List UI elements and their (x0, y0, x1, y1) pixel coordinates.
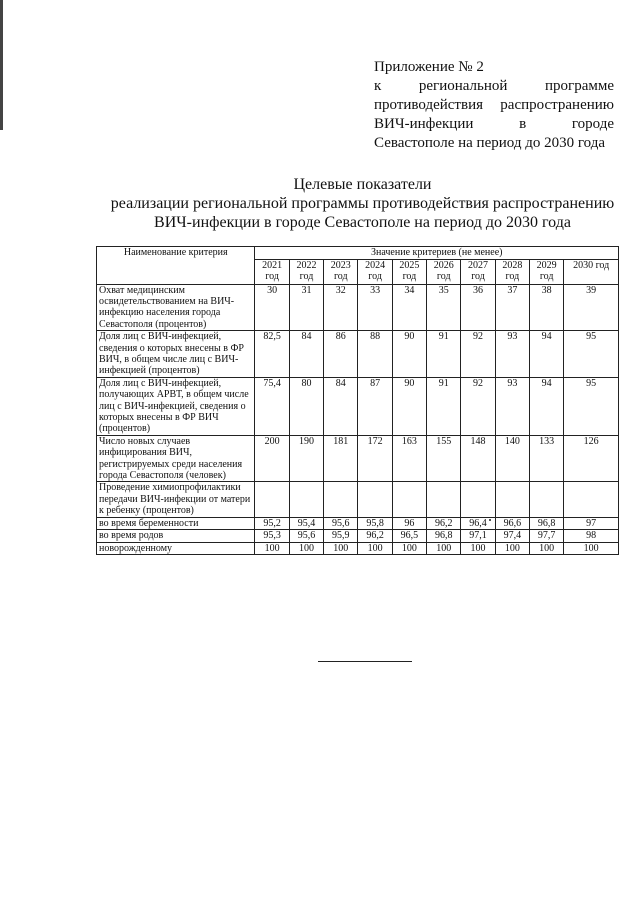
value-cell: 90 (392, 331, 426, 378)
value-cell: 100 (529, 542, 563, 555)
value-cell: 96 (392, 517, 426, 530)
value-cell (495, 482, 529, 517)
appendix-line: к региональной программе (374, 78, 614, 94)
year-header: 2021 год (255, 259, 289, 284)
year-header: 2025 год (392, 259, 426, 284)
scan-mark (489, 519, 491, 521)
value-cell: 100 (255, 542, 289, 555)
value-cell: 33 (358, 284, 392, 331)
value-cell: 32 (324, 284, 358, 331)
appendix-heading (374, 58, 614, 153)
value-cell: 75,4 (255, 377, 289, 435)
value-cell: 93 (495, 331, 529, 378)
value-cell: 96,2 (358, 530, 392, 543)
value-cell: 96,5 (392, 530, 426, 543)
value-cell (564, 482, 619, 517)
value-cell: 155 (427, 435, 461, 482)
value-cell: 94 (529, 377, 563, 435)
value-cell: 200 (255, 435, 289, 482)
year-header: 2023 год (324, 259, 358, 284)
value-cell (461, 482, 495, 517)
year-header: 2022 год (289, 259, 323, 284)
table-row (97, 542, 619, 555)
value-cell: 95,8 (358, 517, 392, 530)
value-cell: 95,6 (324, 517, 358, 530)
value-cell: 100 (392, 542, 426, 555)
criterion-name: Доля лиц с ВИЧ-инфекцией, сведения о которых внесены в ФР ВИЧ, в общем числе лиц с ВИЧ-инфекцией (процентов) (97, 331, 255, 378)
appendix-line: противодействия распространению (374, 97, 614, 113)
value-cell: 100 (358, 542, 392, 555)
value-cell: 95,2 (255, 517, 289, 530)
value-cell: 95 (564, 377, 619, 435)
value-cell: 93 (495, 377, 529, 435)
value-cell: 95,3 (255, 530, 289, 543)
value-cell: 100 (461, 542, 495, 555)
value-cell (324, 482, 358, 517)
value-cell (255, 482, 289, 517)
year-header: 2026 год (427, 259, 461, 284)
value-cell: 98 (564, 530, 619, 543)
value-cell: 96,2 (427, 517, 461, 530)
value-cell: 80 (289, 377, 323, 435)
table-row (97, 517, 619, 530)
value-cell (529, 482, 563, 517)
page-left-edge (0, 0, 3, 130)
appendix-line: Приложение № 2 (374, 59, 484, 75)
value-cell: 34 (392, 284, 426, 331)
value-cell: 37 (495, 284, 529, 331)
document-title (100, 175, 625, 232)
value-cell: 35 (427, 284, 461, 331)
value-cell: 91 (427, 377, 461, 435)
value-cell: 133 (529, 435, 563, 482)
value-cell: 95 (564, 331, 619, 378)
value-cell: 140 (495, 435, 529, 482)
value-cell: 84 (289, 331, 323, 378)
criteria-table (96, 246, 619, 555)
value-cell: 36 (461, 284, 495, 331)
value-cell: 126 (564, 435, 619, 482)
value-cell: 92 (461, 377, 495, 435)
table-row (97, 530, 619, 543)
value-cell: 181 (324, 435, 358, 482)
value-cell: 82,5 (255, 331, 289, 378)
value-cell: 95,4 (289, 517, 323, 530)
title-line-2: реализации региональной программы противодействия распространению (110, 195, 615, 212)
value-cell: 172 (358, 435, 392, 482)
table-row (97, 435, 619, 482)
closing-rule (318, 661, 412, 662)
year-header: 2029 год (529, 259, 563, 284)
value-cell: 100 (427, 542, 461, 555)
value-cell: 84 (324, 377, 358, 435)
value-cell: 30 (255, 284, 289, 331)
value-cell (427, 482, 461, 517)
value-cell: 100 (495, 542, 529, 555)
value-cell: 100 (324, 542, 358, 555)
year-header: 2027 год (461, 259, 495, 284)
values-header: Значение критериев (не менее) (255, 247, 619, 260)
value-cell: 31 (289, 284, 323, 331)
value-cell: 90 (392, 377, 426, 435)
value-cell: 94 (529, 331, 563, 378)
value-cell: 100 (289, 542, 323, 555)
value-cell: 92 (461, 331, 495, 378)
appendix-line: ВИЧ-инфекции в городе (374, 116, 614, 132)
criterion-name: Число новых случаев инфицирования ВИЧ, регистрируемых среди населения города Севастополя (человек) (97, 435, 255, 482)
value-cell: 91 (427, 331, 461, 378)
value-cell: 95,6 (289, 530, 323, 543)
criterion-name: во время беременности (97, 517, 255, 530)
value-cell (289, 482, 323, 517)
criterion-name: Охват медицинским освидетельствованием на ВИЧ-инфекцию населения города Севастополя (процентов) (97, 284, 255, 331)
value-cell (392, 482, 426, 517)
value-cell: 97,1 (461, 530, 495, 543)
value-cell: 163 (392, 435, 426, 482)
criterion-name: новорожденному (97, 542, 255, 555)
value-cell: 95,9 (324, 530, 358, 543)
year-header: 2030 год (564, 259, 619, 284)
value-cell: 88 (358, 331, 392, 378)
value-cell (358, 482, 392, 517)
year-header: 2028 год (495, 259, 529, 284)
appendix-line: Севастополе на период до 2030 года (374, 135, 605, 151)
year-header: 2024 год (358, 259, 392, 284)
value-cell: 39 (564, 284, 619, 331)
value-cell: 86 (324, 331, 358, 378)
criterion-name: Проведение химиопрофилактики передачи ВИЧ-инфекции от матери к ребенку (процентов) (97, 482, 255, 517)
criteria-name-header: Наименование критерия (97, 247, 255, 285)
value-cell: 96,6 (495, 517, 529, 530)
criterion-name: Доля лиц с ВИЧ-инфекцией, получающих АРВТ, в общем числе лиц с ВИЧ-инфекцией, сведения о которых внесены в ФР ВИЧ (процентов) (97, 377, 255, 435)
value-cell: 97,4 (495, 530, 529, 543)
value-cell: 38 (529, 284, 563, 331)
table-row (97, 331, 619, 378)
value-cell: 87 (358, 377, 392, 435)
value-cell: 100 (564, 542, 619, 555)
table-row (97, 377, 619, 435)
value-cell: 96,8 (427, 530, 461, 543)
value-cell: 96,4 (461, 517, 495, 530)
value-cell: 190 (289, 435, 323, 482)
value-cell: 97,7 (529, 530, 563, 543)
value-cell: 148 (461, 435, 495, 482)
value-cell: 97 (564, 517, 619, 530)
criterion-name: во время родов (97, 530, 255, 543)
title-line-3: ВИЧ-инфекции в городе Севастополе на период до 2030 года (154, 214, 571, 231)
value-cell: 96,8 (529, 517, 563, 530)
table-row (97, 284, 619, 331)
table-row (97, 482, 619, 517)
title-line-1: Целевые показатели (293, 176, 432, 193)
